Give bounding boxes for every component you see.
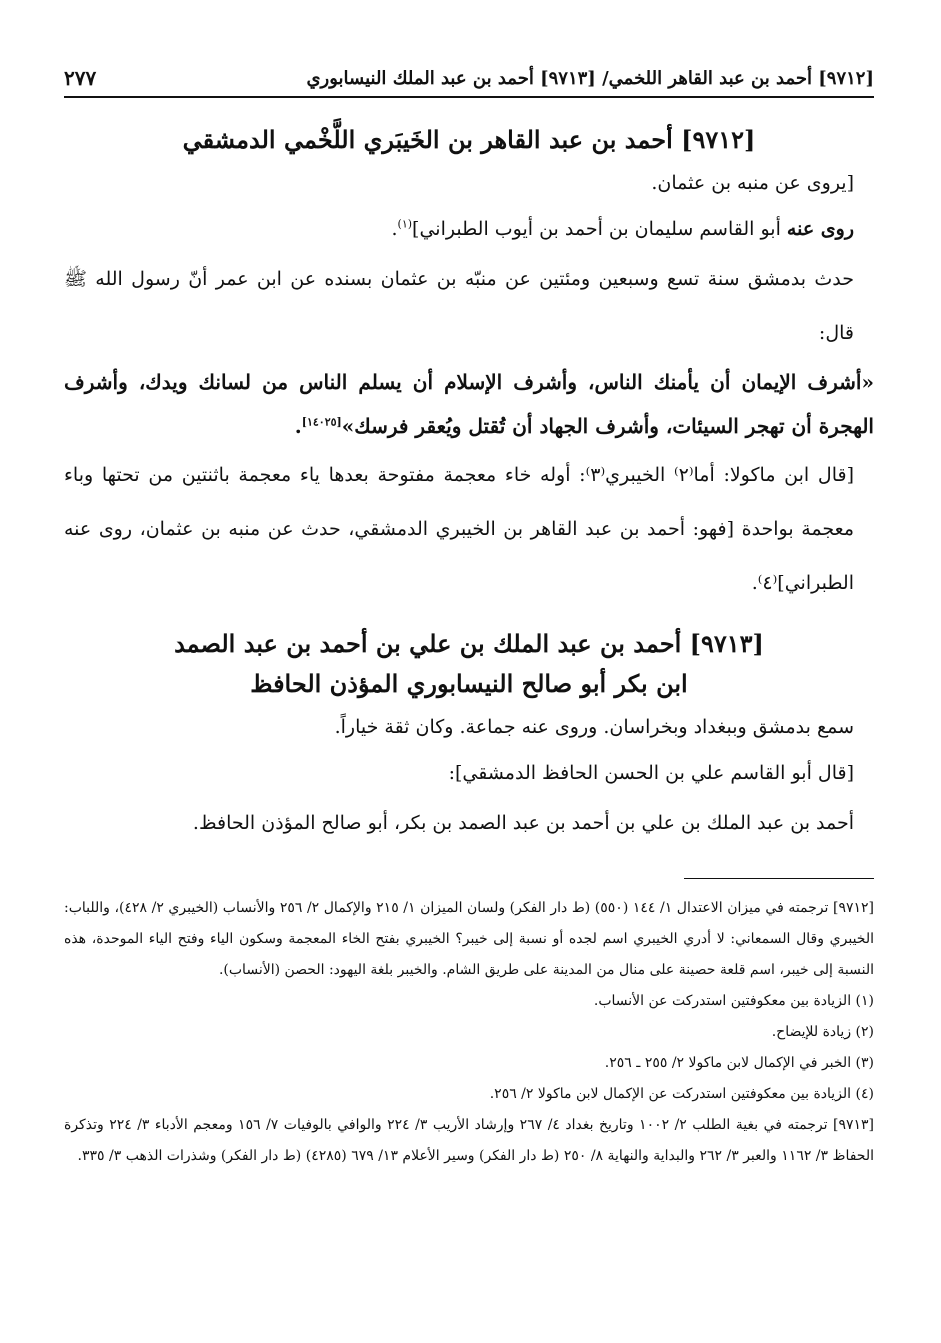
narrator-end: .: [391, 218, 398, 240]
footnote-3: (٣) الخبر في الإكمال لابن ماكولا ٢/ ٢٥٥ ـ ٢٥٦.: [604, 1055, 874, 1071]
entry-9712-paragraph-2: [64, 206, 874, 252]
hadith-body: «أشرف الإيمان أن يأمنك الناس، وأشرف الإسلام أن يسلم الناس من لسانك ويدك، وأشرف الهجرة أن تهجر السيئات، وأشرف الجهاد أن تُقتل ويُعقر فرسك»: [64, 370, 874, 438]
entry-9713-paragraph-3: أحمد بن عبد الملك بن علي بن أحمد بن عبد الصمد بن بكر، أبو صالح المؤذن الحافظ.: [192, 812, 854, 834]
entry-title-9713-line-2: ابن بكر أبو صالح النيسابوري المؤذن الحافظ: [250, 669, 688, 698]
hadith-end: .: [294, 414, 302, 438]
footnote-divider: [684, 878, 874, 879]
footnote-2: (٢) زيادة للإيضاح.: [771, 1024, 874, 1040]
footnote-9712: [٩٧١٢] ترجمته في ميزان الاعتدال ١/ ١٤٤ (٥٥٠) (ط دار الفكر) ولسان الميزان ١/ ٢١٥ والإكمال ٢/ ٢٥٦ والأنساب (الخيبري ٢/ ٤٢٨)، واللباب: الخيبري وقال السمعاني: لا أدري الخيبري اسم لجده أو نسبة إلى خيبر؟ الخيبري بفتح الخاء المعجمة وسكون الياء وفتح الياء الموحدة، هذه النسبة إلى خيبر، اسم قلعة حصينة على منال من المدينة على طريق الشام. والخيبر بلغة اليهود: الحصن (الأنساب).: [64, 900, 875, 978]
entry-title-9712: [٩٧١٢] أحمد بن عبد القاهر بن الخَيبَري اللَّخْمي الدمشقي: [182, 125, 756, 154]
book-page: [64, 60, 874, 1320]
entry-title-9713: [64, 624, 874, 704]
entry-9713-paragraph-2: [قال أبو القاسم علي بن الحسن الحافظ الدمشقي]:: [448, 762, 854, 784]
footnote-ref-1: (١): [397, 217, 413, 231]
running-title: [٩٧١٢] أحمد بن عبد القاهر اللخمي/ [٩٧١٣] أحمد بن عبد الملك النيسابوري: [306, 67, 874, 89]
entry-9713-paragraph-1: سمع بدمشق وببغداد وبخراسان. وروى عنه جماعة. وكان ثقة خياراً.: [334, 716, 854, 738]
entry-9712-paragraph-4: [قال ابن ماكولا: أما⁽٢⁾ الخيبري⁽٣⁾: أوله خاء معجمة مفتوحة بعدها ياء معجمة باثنتين من تحتها وباء معجمة بواحدة [فهو: أحمد بن عبد القاهر بن الخيبري الدمشقي، حدث عن منبه بن عثمان، روى عنه الطبراني]⁽٤⁾.: [64, 464, 854, 594]
entry-9712-paragraph-3: حدث بدمشق سنة تسع وسبعين ومئتين عن منبّه بن عثمان بسنده عن ابن عمر أنّ رسول الله ﷺ قال:: [64, 268, 854, 344]
footnote-1: (١) الزيادة بين معكوفتين استدركت عن الأنساب.: [593, 993, 874, 1009]
footnote-4: (٤) الزيادة بين معكوفتين استدركت عن الإكمال لابن ماكولا ٢/ ٢٥٦.: [489, 1086, 874, 1102]
narrator-lead: روى عنه: [786, 218, 854, 240]
entry-title-9713-line-1: [٩٧١٣] أحمد بن عبد الملك بن علي بن أحمد بن عبد الصمد: [174, 629, 764, 658]
hadith-reference: [١٤٠٢٥]: [301, 415, 342, 429]
footnote-9713: [٩٧١٣] ترجمته في بغية الطلب ٢/ ١٠٠٢ وتاريخ بغداد ٤/ ٢٦٧ وإرشاد الأريب ٣/ ٢٢٤ والوافي بالوفيات ٧/ ١٥٦ ومعجم الأدباء ٣/ ٢٢٤ وتذكرة الحفاظ ٣/ ١١٦٢ والعبر ٣/ ٢٦٢ والبداية والنهاية ٨/ ٢٥٠ (ط دار الفكر) وسير الأعلام ١٣/ ٦٧٩ (٤٢٨٥) (ط دار الفكر) وشذرات الذهب ٣/ ٣٣٥.: [64, 1117, 874, 1164]
entry-9712-paragraph-1: [يروى عن منبه بن عثمان.: [651, 172, 854, 194]
narrator-text: أبو القاسم سليمان بن أحمد بن أيوب الطبراني]: [412, 218, 781, 240]
running-header: [64, 60, 874, 98]
hadith-text: [64, 360, 874, 448]
page-number: ٢٧٧: [64, 66, 97, 90]
